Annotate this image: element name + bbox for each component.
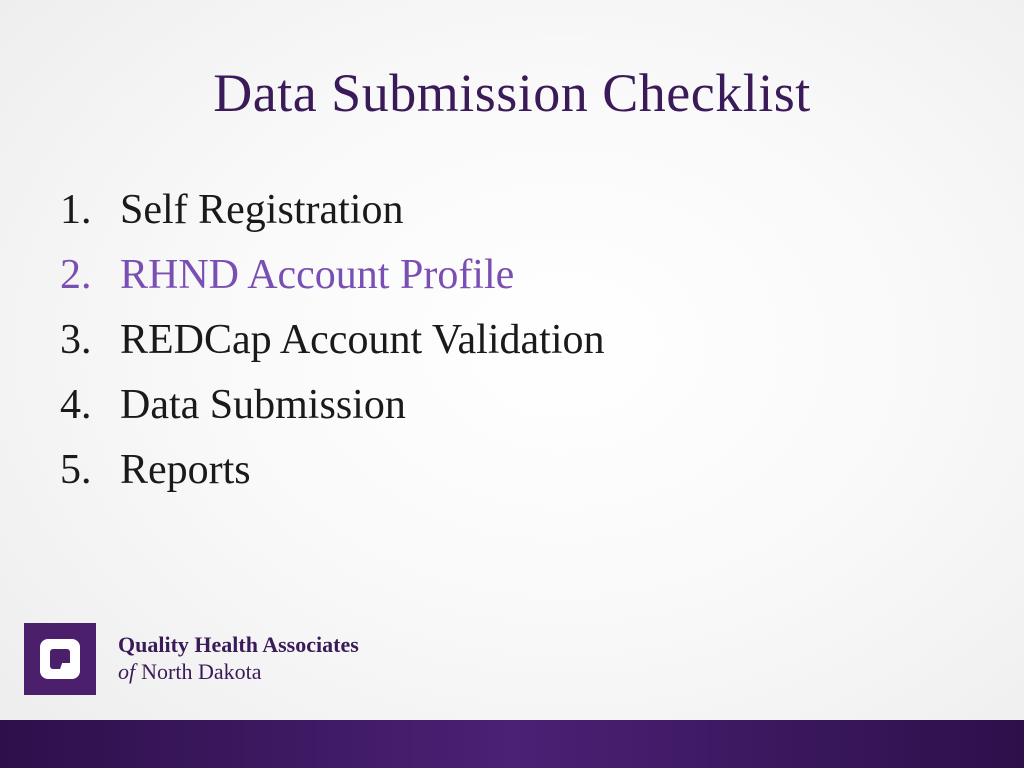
checklist-item-label: Data Submission [120,382,406,428]
logo-org-name: Quality Health Associates [118,632,359,657]
checklist-item-number: 5. [60,447,92,493]
logo-text [118,632,359,686]
checklist-item-3 [60,308,605,373]
logo-location: North Dakota [141,659,262,684]
checklist-item-label: Reports [120,447,251,493]
slide-title: Data Submission Checklist [213,63,811,123]
checklist-item-label: REDCap Account Validation [120,317,605,363]
checklist-item-label: RHND Account Profile [120,252,515,298]
logo-org-location [118,658,359,686]
checklist-item-1 [60,178,605,243]
checklist-item-4 [60,373,605,438]
checklist-item-number: 4. [60,382,92,428]
checklist-item-label: Self Registration [120,187,404,233]
checklist-item-2 [60,243,605,308]
checklist-item-number: 2. [60,252,92,298]
organization-logo [24,623,359,695]
checklist [60,178,605,503]
checklist-item-5 [60,438,605,503]
q-logo-icon [24,623,96,695]
checklist-item-number: 3. [60,317,92,363]
checklist-item-number: 1. [60,187,92,233]
logo-of: of [118,659,136,684]
footer-bar [0,720,1024,768]
